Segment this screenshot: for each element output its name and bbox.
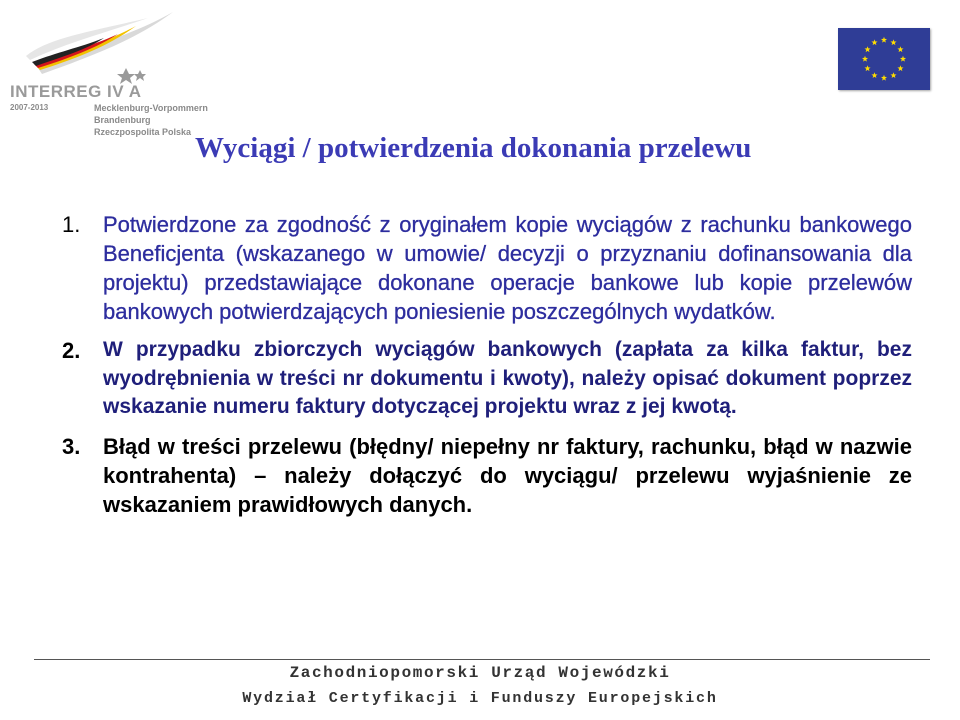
eu-star-icon <box>900 56 906 62</box>
footer-divider <box>34 659 930 660</box>
eu-star-icon <box>865 65 871 71</box>
logo-years: 2007-2013 <box>10 103 49 112</box>
eu-star-icon <box>890 39 896 45</box>
list-item <box>62 336 912 422</box>
item-number: 1. <box>62 212 81 237</box>
interreg-swoosh-icon <box>8 8 188 86</box>
item-number: 3. <box>62 433 81 459</box>
interreg-logo <box>8 8 208 140</box>
logo-name: INTERREG IV A <box>10 82 142 101</box>
item-text: W przypadku zbiorczych wyciągów bankowych (zapłata za kilka faktur, bez wyodrębnienia w treści nr dokumentu i kwoty), należy opisać dokument poprzez wskazanie numeru faktury dotyczącej projektu wraz z jej kwotą. <box>103 338 912 418</box>
eu-star-icon <box>871 72 877 78</box>
item-number: 2. <box>62 338 81 363</box>
logo-region: Mecklenburg-Vorpommern <box>94 103 208 113</box>
item-text: Potwierdzone za zgodność z oryginałem kopie wyciągów z rachunku bankowego Beneficjenta (wskazanego w umowie/ decyzji o przyznaniu dofinansowania dla projektu) przedstawiające dokonane operacje bankowe lub kopie przelewów bankowych potwierdzających poniesienie poszczególnych wydatków. <box>103 212 912 324</box>
eu-stars-icon <box>838 28 930 90</box>
list-item <box>62 432 912 519</box>
logo-region: Brandenburg <box>94 115 151 125</box>
eu-star-icon <box>862 56 868 62</box>
footer-institution: Zachodniopomorski Urząd Wojewódzki <box>289 664 671 682</box>
eu-star-icon <box>871 39 877 45</box>
eu-star-icon <box>897 46 903 52</box>
logo-regions <box>94 102 208 138</box>
list-item <box>62 210 912 326</box>
item-text: Błąd w treści przelewu (błędny/ niepełny nr faktury, rachunku, błąd w nazwie kontrahenta) – należy dołączyć do wyciągu/ przelewu wyjaśnienie ze wskazaniem prawidłowych danych. <box>103 433 912 517</box>
eu-star-icon <box>881 37 887 43</box>
eu-star-icon <box>865 46 871 52</box>
eu-star-icon <box>890 72 896 78</box>
eu-star-icon <box>881 75 887 81</box>
footer-department: Wydział Certyfikacji i Funduszy Europejskich <box>242 690 718 707</box>
content-list <box>62 210 912 529</box>
page-title: Wyciągi / potwierdzenia dokonania przelewu <box>195 132 752 164</box>
eu-star-icon <box>897 65 903 71</box>
eu-flag-icon <box>838 28 930 90</box>
logo-region: Rzeczpospolita Polska <box>94 127 192 137</box>
